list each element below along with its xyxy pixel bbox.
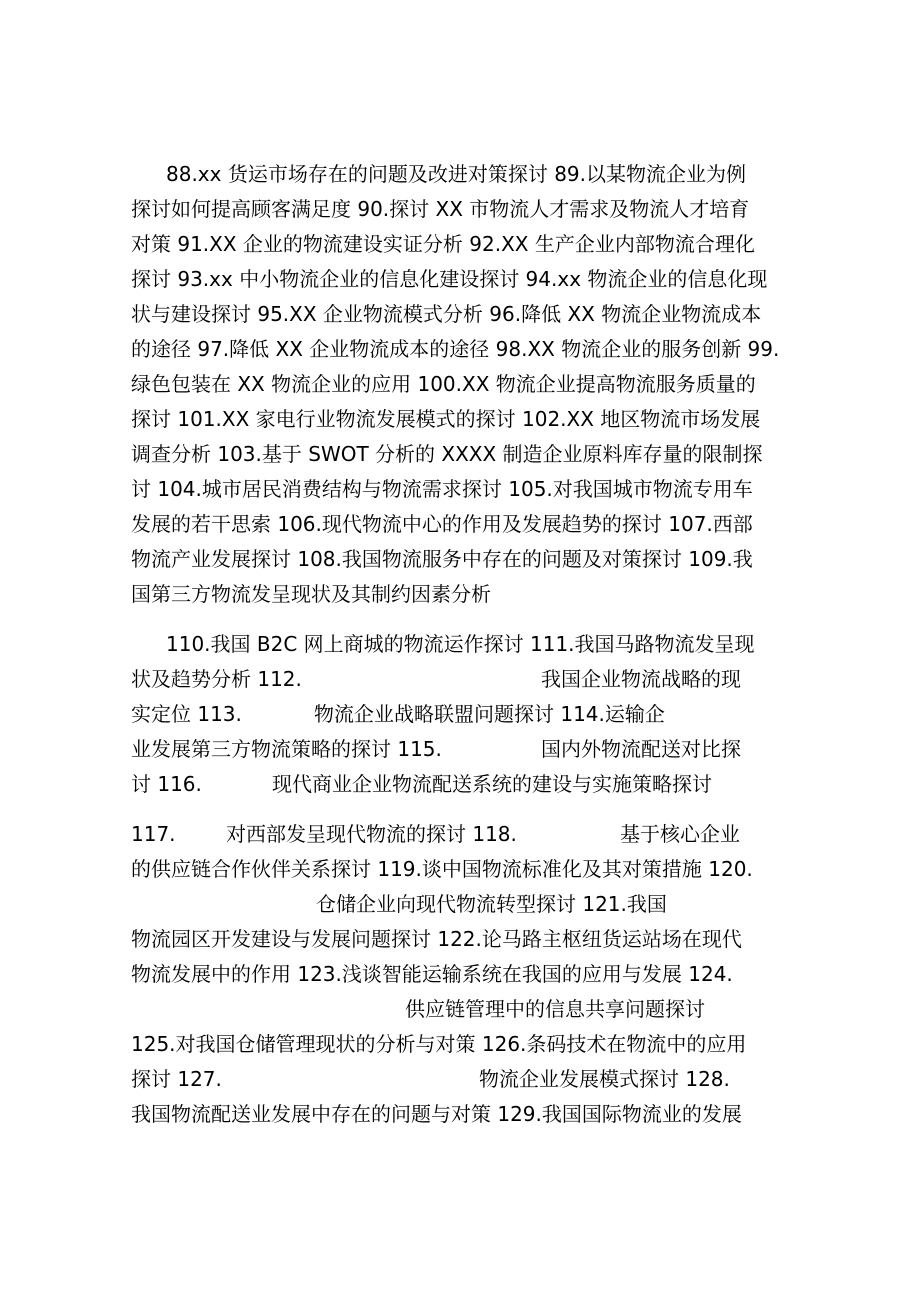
text-line: 物流发展中的作用 123.浅谈智能运输系统在我国的应用与发展 124. (131, 962, 733, 986)
text-line: 88.xx 货运市场存在的问题及改进对策探讨 89.以某物流企业为例 (166, 162, 746, 186)
text-line: 物流企业战略联盟问题探讨 114.运输企 (314, 702, 665, 726)
text-line: 现代商业企业物流配送系统的建设与实施策略探讨 (272, 772, 712, 796)
text-line: 业发展第三方物流策略的探讨 115. (131, 737, 442, 761)
text-line: 供应链管理中的信息共享问题探讨 (405, 997, 705, 1021)
text-line: 物流企业发展模式探讨 128. (479, 1067, 730, 1091)
text-line: 探讨 93.xx 中小物流企业的信息化建设探讨 94.xx 物流企业的信息化现 (131, 267, 768, 291)
text-line: 调查分析 103.基于 SWOT 分析的 XXXX 制造企业原料库存量的限制探 (131, 442, 763, 466)
text-line: 对策 91.XX 企业的物流建设实证分析 92.XX 生产企业内部物流合理化 (131, 232, 755, 256)
text-line: 仓储企业向现代物流转型探讨 121.我国 (316, 892, 667, 916)
text-line: 物流园区开发建设与发展问题探讨 122.论马路主枢纽货运站场在现代 (131, 927, 742, 951)
text-line: 探讨 127. (131, 1067, 222, 1091)
text-line: 国第三方物流发呈现状及其制约因素分析 (131, 582, 491, 606)
text-line: 125.对我国仓储管理现状的分析与对策 126.条码技术在物流中的应用 (131, 1032, 747, 1056)
text-line: 的供应链合作伙伴关系探讨 119.谈中国物流标准化及其对策措施 120. (131, 857, 753, 881)
text-line: 状与建设探讨 95.XX 企业物流模式分析 96.降低 XX 物流企业物流成本 (131, 302, 762, 326)
text-line: 基于核心企业 (620, 822, 740, 846)
text-line: 状及趋势分析 112. (131, 667, 302, 691)
text-line: 探讨 101.XX 家电行业物流发展模式的探讨 102.XX 地区物流市场发展 (131, 407, 761, 431)
text-line: 发展的若干思索 106.现代物流中心的作用及发展趋势的探讨 107.西部 (131, 512, 753, 536)
text-line: 我国物流配送业发展中存在的问题与对策 129.我国国际物流业的发展 (131, 1102, 742, 1126)
text-line: 探讨如何提高顾客满足度 90.探讨 XX 市物流人才需求及物流人才培育 (131, 197, 750, 221)
text-line: 对西部发呈现代物流的探讨 118. (226, 822, 517, 846)
text-line: 讨 116. (131, 772, 202, 796)
text-line: 讨 104.城市居民消费结构与物流需求探讨 105.对我国城市物流专用车 (131, 477, 753, 501)
text-line: 我国企业物流战略的现 (541, 667, 741, 691)
text-line: 实定位 113. (131, 702, 242, 726)
text-line: 110.我国 B2C 网上商城的物流运作探讨 111.我国马路物流发呈现 (166, 632, 755, 656)
text-line: 绿色包装在 XX 物流企业的应用 100.XX 物流企业提高物流服务质量的 (131, 372, 756, 396)
text-line: 国内外物流配送对比探 (541, 737, 741, 761)
text-line: 的途径 97.降低 XX 企业物流成本的途径 98.XX 物流企业的服务创新 99. (131, 337, 780, 361)
text-line: 117. (131, 822, 176, 846)
text-line: 物流产业发展探讨 108.我国物流服务中存在的问题及对策探讨 109.我 (131, 547, 753, 571)
